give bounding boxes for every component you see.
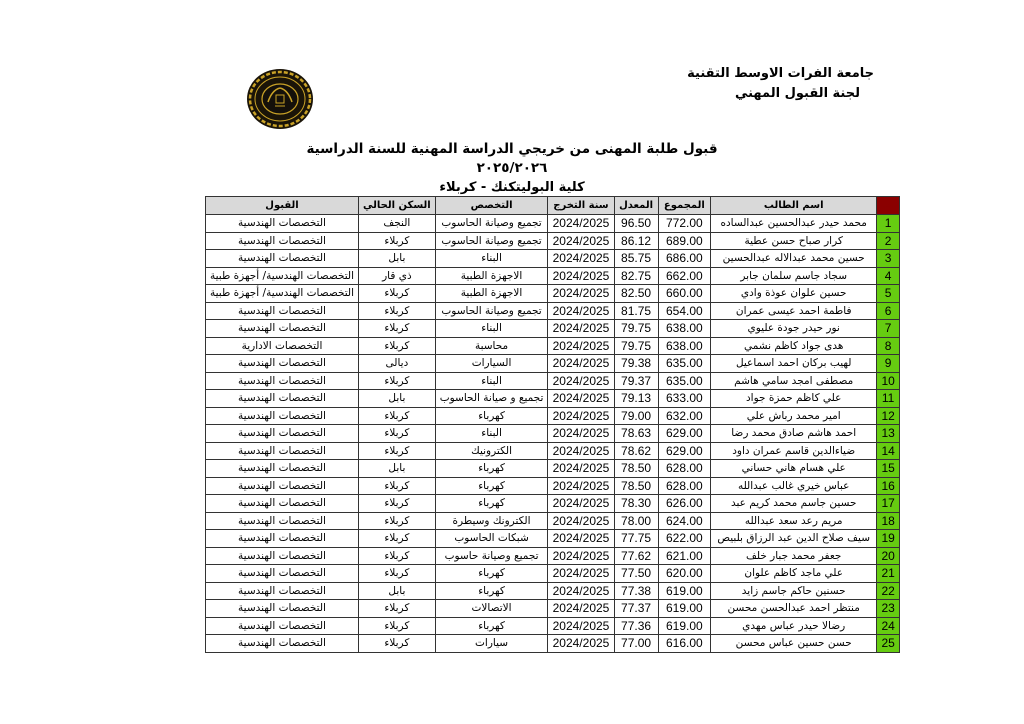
- graduation-year-cell: 2024/2025: [548, 565, 614, 583]
- row-number-cell: 10: [877, 372, 900, 390]
- graduation-year-cell: 2024/2025: [548, 320, 614, 338]
- specialization-cell: تجميع وصيانة الحاسوب: [435, 215, 548, 233]
- admission-track-cell: التخصصات الهندسية: [206, 442, 359, 460]
- column-header-total: المجموع: [658, 197, 711, 215]
- admission-track-cell: التخصصات الهندسية: [206, 407, 359, 425]
- specialization-cell: تجميع وصيانة حاسوب: [435, 547, 548, 565]
- residence-cell: كربلاء: [359, 302, 436, 320]
- specialization-cell: البناء: [435, 250, 548, 268]
- residence-cell: كربلاء: [359, 547, 436, 565]
- specialization-cell: كهرباء: [435, 582, 548, 600]
- specialization-cell: الاجهزة الطبية: [435, 285, 548, 303]
- total-score-cell: 686.00: [658, 250, 711, 268]
- document-title: [300, 140, 724, 197]
- table-row: [206, 635, 900, 653]
- specialization-cell: الاتصالات: [435, 600, 548, 618]
- specialization-cell: تجميع وصيانة الحاسوب: [435, 302, 548, 320]
- residence-cell: كربلاء: [359, 477, 436, 495]
- admission-track-cell: التخصصات الهندسية: [206, 600, 359, 618]
- residence-cell: كربلاء: [359, 442, 436, 460]
- specialization-cell: كهرباء: [435, 407, 548, 425]
- total-score-cell: 635.00: [658, 355, 711, 373]
- row-number-cell: 9: [877, 355, 900, 373]
- total-score-cell: 629.00: [658, 425, 711, 443]
- table-row: [206, 232, 900, 250]
- admission-track-cell: التخصصات الهندسية: [206, 530, 359, 548]
- total-score-cell: 619.00: [658, 582, 711, 600]
- column-header-grad-year: سنة التخرج: [548, 197, 614, 215]
- row-number-cell: 24: [877, 617, 900, 635]
- total-score-cell: 628.00: [658, 460, 711, 478]
- row-number-cell: 6: [877, 302, 900, 320]
- university-name: جامعة الفرات الاوسط التقنية: [687, 66, 874, 81]
- specialization-cell: شبكات الحاسوب: [435, 530, 548, 548]
- table-row: [206, 565, 900, 583]
- graduation-year-cell: 2024/2025: [548, 600, 614, 618]
- admission-track-cell: التخصصات الهندسية: [206, 460, 359, 478]
- graduation-year-cell: 2024/2025: [548, 635, 614, 653]
- student-name-cell: رضالا حيدر عباس مهدي: [711, 617, 877, 635]
- graduation-year-cell: 2024/2025: [548, 582, 614, 600]
- student-name-cell: حسن حسين عباس محسن: [711, 635, 877, 653]
- table-row: [206, 285, 900, 303]
- row-number-cell: 5: [877, 285, 900, 303]
- admission-track-cell: التخصصات الهندسية: [206, 582, 359, 600]
- table-row: [206, 495, 900, 513]
- row-number-cell: 14: [877, 442, 900, 460]
- admission-track-cell: التخصصات الهندسية: [206, 302, 359, 320]
- total-score-cell: 626.00: [658, 495, 711, 513]
- graduation-year-cell: 2024/2025: [548, 442, 614, 460]
- column-header-average: المعدل: [614, 197, 658, 215]
- admission-track-cell: التخصصات الهندسية: [206, 635, 359, 653]
- admission-track-cell: التخصصات الهندسية/ أجهزة طبية: [206, 267, 359, 285]
- table-row: [206, 600, 900, 618]
- table-row: [206, 512, 900, 530]
- admission-track-cell: التخصصات الهندسية: [206, 372, 359, 390]
- average-score-cell: 79.00: [614, 407, 658, 425]
- table-row: [206, 425, 900, 443]
- admission-track-cell: التخصصات الهندسية/ أجهزة طبية: [206, 285, 359, 303]
- column-header-residence: السكن الحالي: [359, 197, 436, 215]
- average-score-cell: 77.37: [614, 600, 658, 618]
- graduation-year-cell: 2024/2025: [548, 495, 614, 513]
- table-row: [206, 547, 900, 565]
- title-line-2: كلية البوليتكنك - كربلاء: [439, 180, 585, 195]
- graduation-year-cell: 2024/2025: [548, 390, 614, 408]
- admission-track-cell: التخصصات الهندسية: [206, 390, 359, 408]
- residence-cell: بابل: [359, 460, 436, 478]
- table-row: [206, 267, 900, 285]
- specialization-cell: محاسبة: [435, 337, 548, 355]
- column-header-specialization: التخصص: [435, 197, 548, 215]
- total-score-cell: 628.00: [658, 477, 711, 495]
- row-number-cell: 2: [877, 232, 900, 250]
- row-number-cell: 11: [877, 390, 900, 408]
- admission-track-cell: التخصصات الهندسية: [206, 617, 359, 635]
- residence-cell: ديالى: [359, 355, 436, 373]
- average-score-cell: 86.12: [614, 232, 658, 250]
- student-name-cell: حسين علوان عوذة وادي: [711, 285, 877, 303]
- residence-cell: كربلاء: [359, 337, 436, 355]
- table-row: [206, 337, 900, 355]
- student-name-cell: علي ماجد كاظم علوان: [711, 565, 877, 583]
- table-row: [206, 617, 900, 635]
- graduation-year-cell: 2024/2025: [548, 302, 614, 320]
- residence-cell: كربلاء: [359, 232, 436, 250]
- table-header-row: [206, 197, 900, 215]
- average-score-cell: 79.13: [614, 390, 658, 408]
- specialization-cell: كهرباء: [435, 477, 548, 495]
- graduation-year-cell: 2024/2025: [548, 267, 614, 285]
- student-name-cell: فاطمة احمد عيسى عمران: [711, 302, 877, 320]
- graduation-year-cell: 2024/2025: [548, 547, 614, 565]
- graduation-year-cell: 2024/2025: [548, 425, 614, 443]
- row-number-cell: 1: [877, 215, 900, 233]
- average-score-cell: 78.62: [614, 442, 658, 460]
- table-row: [206, 477, 900, 495]
- row-number-cell: 16: [877, 477, 900, 495]
- admission-track-cell: التخصصات الهندسية: [206, 320, 359, 338]
- residence-cell: بابل: [359, 582, 436, 600]
- residence-cell: كربلاء: [359, 495, 436, 513]
- admission-track-cell: التخصصات الهندسية: [206, 425, 359, 443]
- specialization-cell: الكترونيك: [435, 442, 548, 460]
- row-number-cell: 25: [877, 635, 900, 653]
- table-row: [206, 460, 900, 478]
- average-score-cell: 77.00: [614, 635, 658, 653]
- total-score-cell: 635.00: [658, 372, 711, 390]
- residence-cell: النجف: [359, 215, 436, 233]
- average-score-cell: 79.38: [614, 355, 658, 373]
- graduation-year-cell: 2024/2025: [548, 337, 614, 355]
- table-row: [206, 372, 900, 390]
- university-logo: [246, 68, 314, 130]
- total-score-cell: 616.00: [658, 635, 711, 653]
- row-number-cell: 13: [877, 425, 900, 443]
- row-number-cell: 7: [877, 320, 900, 338]
- total-score-cell: 624.00: [658, 512, 711, 530]
- row-number-cell: 12: [877, 407, 900, 425]
- table-row: [206, 302, 900, 320]
- table-row: [206, 530, 900, 548]
- average-score-cell: 77.62: [614, 547, 658, 565]
- student-name-cell: حسين محمد عبدالاله عبدالحسين: [711, 250, 877, 268]
- title-line-1: قبول طلبة المهنى من خريجي الدراسة المهنية للسنة الدراسية ٢٠٢٥/٢٠٢٦: [306, 141, 718, 176]
- average-score-cell: 79.37: [614, 372, 658, 390]
- admission-track-cell: التخصصات الهندسية: [206, 232, 359, 250]
- residence-cell: كربلاء: [359, 425, 436, 443]
- student-name-cell: هدى جواد كاظم نشمي: [711, 337, 877, 355]
- row-number-cell: 17: [877, 495, 900, 513]
- total-score-cell: 633.00: [658, 390, 711, 408]
- specialization-cell: كهرباء: [435, 495, 548, 513]
- specialization-cell: تجميع و صيانة الحاسوب: [435, 390, 548, 408]
- specialization-cell: البناء: [435, 425, 548, 443]
- total-score-cell: 632.00: [658, 407, 711, 425]
- graduation-year-cell: 2024/2025: [548, 477, 614, 495]
- table-row: [206, 442, 900, 460]
- graduation-year-cell: 2024/2025: [548, 232, 614, 250]
- total-score-cell: 772.00: [658, 215, 711, 233]
- admission-track-cell: التخصصات الهندسية: [206, 495, 359, 513]
- graduation-year-cell: 2024/2025: [548, 372, 614, 390]
- average-score-cell: 78.30: [614, 495, 658, 513]
- total-score-cell: 660.00: [658, 285, 711, 303]
- total-score-cell: 662.00: [658, 267, 711, 285]
- admission-table: [205, 196, 900, 653]
- residence-cell: كربلاء: [359, 320, 436, 338]
- average-score-cell: 85.75: [614, 250, 658, 268]
- total-score-cell: 621.00: [658, 547, 711, 565]
- residence-cell: كربلاء: [359, 565, 436, 583]
- student-name-cell: علي كاظم حمزة جواد: [711, 390, 877, 408]
- average-score-cell: 82.50: [614, 285, 658, 303]
- table-body: [206, 215, 900, 653]
- graduation-year-cell: 2024/2025: [548, 530, 614, 548]
- residence-cell: كربلاء: [359, 372, 436, 390]
- average-score-cell: 78.50: [614, 460, 658, 478]
- student-name-cell: نور حيدر جودة عليوي: [711, 320, 877, 338]
- graduation-year-cell: 2024/2025: [548, 215, 614, 233]
- residence-cell: كربلاء: [359, 617, 436, 635]
- average-score-cell: 77.38: [614, 582, 658, 600]
- row-number-cell: 3: [877, 250, 900, 268]
- total-score-cell: 638.00: [658, 337, 711, 355]
- average-score-cell: 77.36: [614, 617, 658, 635]
- student-name-cell: كرار صباح حسن عطية: [711, 232, 877, 250]
- student-name-cell: امير محمد رباش علي: [711, 407, 877, 425]
- student-name-cell: مريم رعد سعد عبدالله: [711, 512, 877, 530]
- specialization-cell: البناء: [435, 372, 548, 390]
- average-score-cell: 77.75: [614, 530, 658, 548]
- graduation-year-cell: 2024/2025: [548, 250, 614, 268]
- student-name-cell: لهيب بركان احمد اسماعيل: [711, 355, 877, 373]
- admission-track-cell: التخصصات الهندسية: [206, 477, 359, 495]
- average-score-cell: 77.50: [614, 565, 658, 583]
- table-row: [206, 407, 900, 425]
- average-score-cell: 79.75: [614, 337, 658, 355]
- student-name-cell: مصطفى امجد سامي هاشم: [711, 372, 877, 390]
- committee-name: لجنة القبول المهني: [734, 86, 860, 101]
- admission-track-cell: التخصصات الهندسية: [206, 355, 359, 373]
- graduation-year-cell: 2024/2025: [548, 617, 614, 635]
- residence-cell: بابل: [359, 390, 436, 408]
- row-number-cell: 23: [877, 600, 900, 618]
- residence-cell: ذي قار: [359, 267, 436, 285]
- average-score-cell: 82.75: [614, 267, 658, 285]
- row-number-cell: 21: [877, 565, 900, 583]
- organization-header: [687, 64, 874, 104]
- residence-cell: كربلاء: [359, 530, 436, 548]
- table-row: [206, 355, 900, 373]
- graduation-year-cell: 2024/2025: [548, 285, 614, 303]
- student-name-cell: حسين جاسم محمد كريم عبد: [711, 495, 877, 513]
- admission-track-cell: التخصصات الهندسية: [206, 547, 359, 565]
- column-header-name: اسم الطالب: [711, 197, 877, 215]
- specialization-cell: تجميع وصيانة الحاسوب: [435, 232, 548, 250]
- admission-track-cell: التخصصات الهندسية: [206, 250, 359, 268]
- graduation-year-cell: 2024/2025: [548, 407, 614, 425]
- specialization-cell: البناء: [435, 320, 548, 338]
- student-name-cell: احمد هاشم صادق محمد رضا: [711, 425, 877, 443]
- total-score-cell: 689.00: [658, 232, 711, 250]
- row-number-cell: 18: [877, 512, 900, 530]
- student-name-cell: سيف صلاح الدين عبد الرزاق بلبيص: [711, 530, 877, 548]
- admission-track-cell: التخصصات الهندسية: [206, 512, 359, 530]
- table-row: [206, 215, 900, 233]
- residence-cell: بابل: [359, 250, 436, 268]
- total-score-cell: 629.00: [658, 442, 711, 460]
- university-seal-icon: [246, 68, 314, 130]
- student-name-cell: ضياءالدين قاسم عمران داود: [711, 442, 877, 460]
- total-score-cell: 638.00: [658, 320, 711, 338]
- residence-cell: كربلاء: [359, 407, 436, 425]
- table-row: [206, 582, 900, 600]
- average-score-cell: 96.50: [614, 215, 658, 233]
- admission-track-cell: التخصصات الهندسية: [206, 565, 359, 583]
- specialization-cell: كهرباء: [435, 565, 548, 583]
- total-score-cell: 620.00: [658, 565, 711, 583]
- total-score-cell: 622.00: [658, 530, 711, 548]
- row-number-cell: 4: [877, 267, 900, 285]
- admission-track-cell: التخصصات الادارية: [206, 337, 359, 355]
- specialization-cell: الاجهزة الطبية: [435, 267, 548, 285]
- total-score-cell: 619.00: [658, 600, 711, 618]
- row-number-cell: 19: [877, 530, 900, 548]
- specialization-cell: الكترونك وسيطرة: [435, 512, 548, 530]
- column-header-number: ت: [877, 197, 900, 215]
- average-score-cell: 79.75: [614, 320, 658, 338]
- residence-cell: كربلاء: [359, 512, 436, 530]
- residence-cell: كربلاء: [359, 285, 436, 303]
- total-score-cell: 654.00: [658, 302, 711, 320]
- row-number-cell: 20: [877, 547, 900, 565]
- graduation-year-cell: 2024/2025: [548, 355, 614, 373]
- row-number-cell: 15: [877, 460, 900, 478]
- admission-track-cell: التخصصات الهندسية: [206, 215, 359, 233]
- student-name-cell: جعفر محمد جبار خلف: [711, 547, 877, 565]
- average-score-cell: 78.63: [614, 425, 658, 443]
- specialization-cell: سيارات: [435, 635, 548, 653]
- student-name-cell: محمد حيدر عبدالحسين عبدالساده: [711, 215, 877, 233]
- residence-cell: كربلاء: [359, 635, 436, 653]
- table-row: [206, 250, 900, 268]
- student-name-cell: عباس خيري غالب عبدالله: [711, 477, 877, 495]
- specialization-cell: كهرباء: [435, 460, 548, 478]
- table-row: [206, 390, 900, 408]
- average-score-cell: 78.50: [614, 477, 658, 495]
- residence-cell: كربلاء: [359, 600, 436, 618]
- student-name-cell: حسنين حاكم جاسم زايد: [711, 582, 877, 600]
- graduation-year-cell: 2024/2025: [548, 460, 614, 478]
- student-name-cell: سجاد جاسم سلمان جابر: [711, 267, 877, 285]
- student-name-cell: منتظر احمد عبدالحسن محسن: [711, 600, 877, 618]
- student-name-cell: علي هسام هاني حساني: [711, 460, 877, 478]
- average-score-cell: 78.00: [614, 512, 658, 530]
- row-number-cell: 8: [877, 337, 900, 355]
- total-score-cell: 619.00: [658, 617, 711, 635]
- table-row: [206, 320, 900, 338]
- specialization-cell: السيارات: [435, 355, 548, 373]
- graduation-year-cell: 2024/2025: [548, 512, 614, 530]
- specialization-cell: كهرباء: [435, 617, 548, 635]
- column-header-admission: القبول: [206, 197, 359, 215]
- average-score-cell: 81.75: [614, 302, 658, 320]
- row-number-cell: 22: [877, 582, 900, 600]
